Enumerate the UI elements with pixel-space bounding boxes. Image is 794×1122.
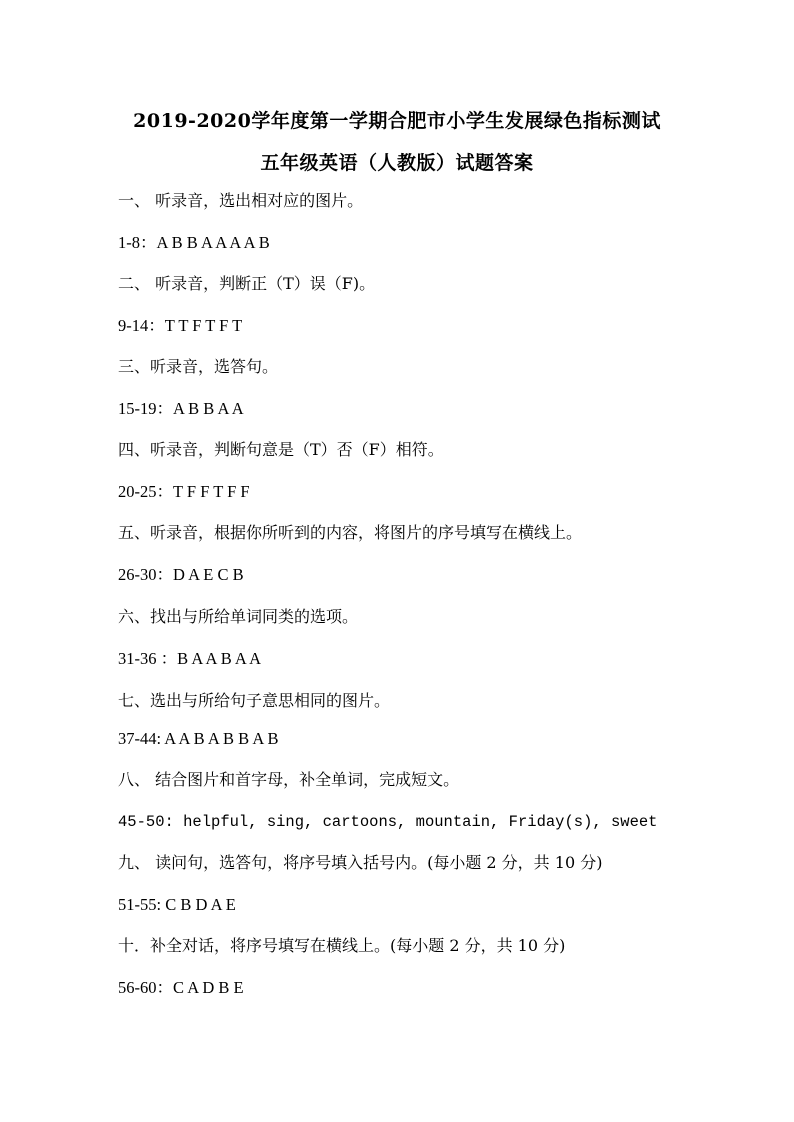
- section-answer-6: 31-36 ：B A A B A A: [118, 649, 262, 668]
- section-answer-1: 1-8：A B B A A A A B: [118, 233, 270, 252]
- section-answer-9: 51-55: C B D A E: [118, 895, 236, 914]
- section-answer-5: 26-30：D A E C B: [118, 565, 244, 584]
- section-answer-10: 56-60：C A D B E: [118, 978, 244, 997]
- section-heading-9: 九、 读问句，选答句，将序号填入括号内。(每小题 2 分，共 10 分): [118, 853, 603, 872]
- document-title-line1: 2019-2020学年度第一学期合肥市小学生发展绿色指标测试: [133, 110, 661, 132]
- section-heading-10: 十．补全对话，将序号填写在横线上。(每小题 2 分，共 10 分): [118, 936, 566, 955]
- section-heading-2: 二、 听录音，判断正（T）误（F)。: [118, 274, 376, 293]
- section-answer-7: 37-44: A A B A B B A B: [118, 729, 279, 748]
- section-heading-5: 五、听录音，根据你所听到的内容，将图片的序号填写在横线上。: [118, 523, 583, 542]
- section-answer-4: 20-25：T F F T F F: [118, 482, 250, 501]
- section-heading-4: 四、听录音，判断句意是（T）否（F）相符。: [118, 440, 444, 459]
- section-heading-6: 六、找出与所给单词同类的选项。: [118, 607, 359, 626]
- section-answer-8: 45-50: helpful, sing, cartoons, mountain, Friday(s), sweet: [118, 813, 658, 831]
- section-answer-3: 15-19：A B B A A: [118, 399, 244, 418]
- section-heading-8: 八、 结合图片和首字母，补全单词，完成短文。: [118, 770, 460, 789]
- section-heading-1: 一、 听录音，选出相对应的图片。: [118, 191, 364, 210]
- section-heading-7: 七、选出与所给句子意思相同的图片。: [118, 691, 391, 710]
- section-heading-3: 三、听录音，选答句。: [118, 357, 279, 376]
- section-answer-2: 9-14：T T F T F T: [118, 316, 243, 335]
- document-title-line2: 五年级英语（人教版）试题答案: [260, 152, 534, 174]
